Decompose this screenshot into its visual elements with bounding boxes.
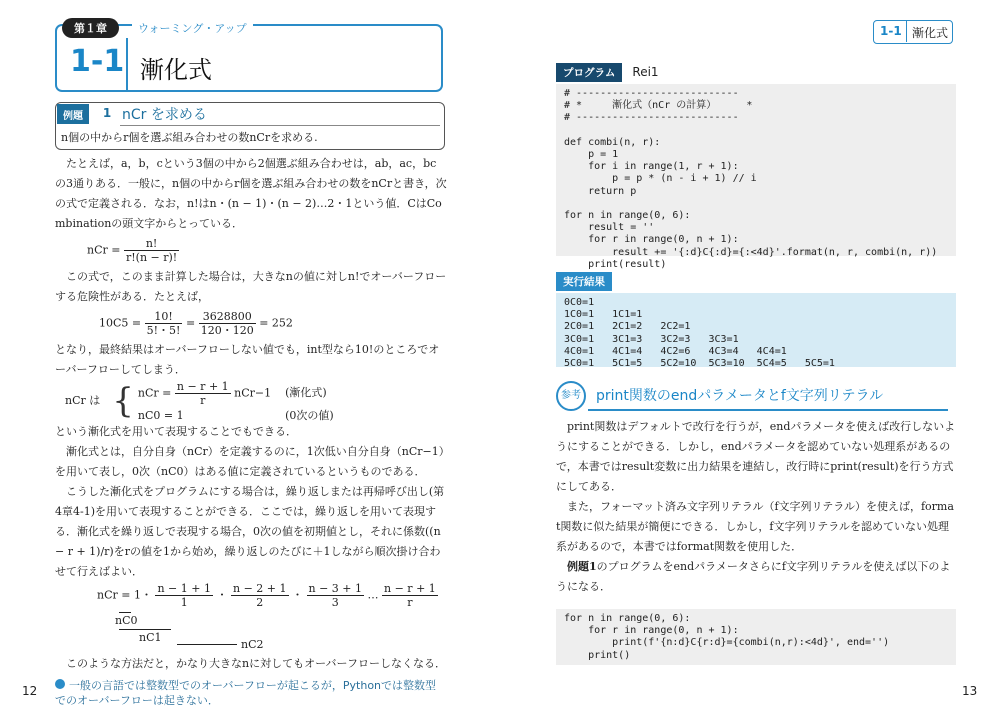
paragraph: この式で，このまま計算した場合は，大きなnの値に対しn!でオーバーフローする危険性がある．たとえば， <box>55 270 447 303</box>
divider <box>120 125 440 126</box>
bracket-arrow <box>177 644 237 645</box>
section-title: 漸化式 <box>140 56 212 84</box>
paragraph: となり，最終結果はオーバーフローしない値でも，int型なら10!のところでオーバーフローしてしまう． <box>55 343 440 376</box>
page-number: 12 <box>22 684 38 698</box>
section-tag-title: 漸化式 <box>912 26 949 40</box>
formula-note: (0次の値) <box>285 408 334 422</box>
example-description: n個の中からr個を選ぶ組み合わせの数nCrを求める. <box>61 131 318 144</box>
example-title: nCr を求める <box>122 107 207 123</box>
section-tag-number: 1-1 <box>880 24 902 38</box>
formula-recurrence: nCr = $\frac{n - r + 1}{r}$ nCr−1 <box>137 379 272 407</box>
label-nc0: nC0 <box>115 614 138 627</box>
formula-initial: nC0 = 1 <box>137 408 184 422</box>
paragraph: print関数はデフォルトで改行を行うが，endパラメータを使えば改行しないようにすることができる．しかし，endパラメータを認めていない処理系があるので，本書ではresult変数に出力結果を連結し，改行時にprint(result)を行う方式にしてある． <box>556 420 956 493</box>
paragraph: 例題1のプログラムをendパラメータさらにf文字列リテラルを使えば以下のようになる． <box>556 560 951 593</box>
output-block: 0C0=1 1C0=1 1C1=1 2C0=1 2C1=2 2C2=1 3C0=1 3C1=3 3C2=3 3C3=1 4C0=1 4C1=4 4C2=6 4C3=4 4C4=1 5C0=1 5C1=5 5C2=10 5C3=10 5C4=5 5C5=1 <box>556 293 956 367</box>
paragraph: 漸化式とは，自分自身（nCr）を定義するのに，1次低い自分自身（nCr−1）を用いて表し，0次（nC0）はある値に定義されているというものである． <box>55 445 445 478</box>
paragraph: こうした漸化式をプログラムにする場合は，繰り返しまたは再帰呼び出し(第4章4-1)を用いて表現することができる．ここでは，繰り返しを用いて表現する．漸化式を繰り返しで表現する場合，0次の値を初期値とし，それに係数((n − r + 1)/r)をrの値を1から始め，繰り返しのたびに＋1しながら順次掛け合わせて行えばよい． <box>55 485 445 578</box>
reference-title: print関数のendパラメータとf文字列リテラル <box>596 388 884 404</box>
divider <box>906 21 907 42</box>
paragraph: という漸化式を用いて表現することでもできる． <box>55 425 297 438</box>
page-number: 13 <box>962 684 978 698</box>
chapter-badge: 第１章 <box>62 18 119 38</box>
label-nc1: nC1 <box>139 631 162 644</box>
paragraph: たとえば，a，b，cという3個の中から2個選ぶ組み合わせは，ab，ac，bcの3通りある．一般に，n個の中からr個を選ぶ組み合わせの数をnCrと書き，次の式で定義される．なお，n!はn・(n − 1)・(n − 2)…2・1という値．CはCombinationの頭文字からとっている． <box>55 157 447 230</box>
reference-badge: 参考 <box>556 381 586 411</box>
formula-recurrence-block <box>65 379 447 422</box>
formula-rows <box>138 380 334 423</box>
program-header <box>556 62 956 82</box>
divider <box>588 409 948 411</box>
section-number: 1-1 <box>70 44 125 79</box>
example-number: 1 <box>97 106 117 122</box>
code-block-fstring: for n in range(0, 6): for r in range(0, n + 1): print(f'{n:d}C{r:d}={combi(n,r):<4d}', end='') print() <box>556 609 956 665</box>
reference-heading <box>556 381 956 413</box>
program-label: プログラム <box>556 63 622 82</box>
left-page-body <box>55 102 447 708</box>
note: 一般の言語では整数型でのオーバーフローが起こるが，Pythonでは整数型でのオーバーフローは起きない． <box>55 679 437 707</box>
example-label: 例題 <box>57 104 89 124</box>
paragraph: また，フォーマット済み文字列リテラル（f文字列リテラル）を使えば，format関数に似た結果が簡便にできる．しかし，f文字列リテラルを認めていない処理系があるので，本書ではformat関数を使用した． <box>556 500 954 553</box>
info-icon <box>55 679 65 689</box>
divider <box>126 38 128 90</box>
section-tag <box>873 20 953 44</box>
result-label: 実行結果 <box>556 272 612 291</box>
formula-product: nCr = 1・ $\frac{n - 1 + 1}{1}$ ・ $\frac{n - 2 + 1}{2}$ ・ $\frac{n - 3 + 1}{3}$ … $\frac{n - r + 1}{r}$ <box>97 582 436 609</box>
label-nc2: nC2 <box>241 638 264 651</box>
paragraph: このような方法だと，かなり大きなnに対してもオーバーフローしなくなる． <box>66 657 446 670</box>
formula-product-block <box>97 582 447 654</box>
formula-10c5: 10C5 = $\frac{10!}{5!・5!}$ = $\frac{3628800}{120・120}$ = 252 <box>99 310 293 337</box>
formula-note: (漸化式) <box>285 386 327 399</box>
formula-recurrence-label: nCr は <box>65 394 101 407</box>
chapter-subtitle: ウォーミング・アップ <box>132 20 253 36</box>
bracket-arrow <box>119 629 171 630</box>
program-name: Rei1 <box>632 65 659 79</box>
code-block: # --------------------------- # * 漸化式（nCr の計算） * # --------------------------- def combi(n, r): p = 1 for i in range(1, r + 1): p = p * (n - i + 1) // i return p for n in range(0, 6): result = '' for r in range(0, n + 1): result += '{:d}C{:d}={:<4d}'.format(n, r, combi(n, r)) print(result) <box>556 84 956 256</box>
brace: { <box>112 381 134 421</box>
formula-ncr: nCr = $\frac{n!}{r!(n - r)!}$ <box>87 237 178 264</box>
example-box <box>55 102 445 150</box>
right-page-body <box>556 62 956 665</box>
bracket-arrow <box>119 612 131 613</box>
